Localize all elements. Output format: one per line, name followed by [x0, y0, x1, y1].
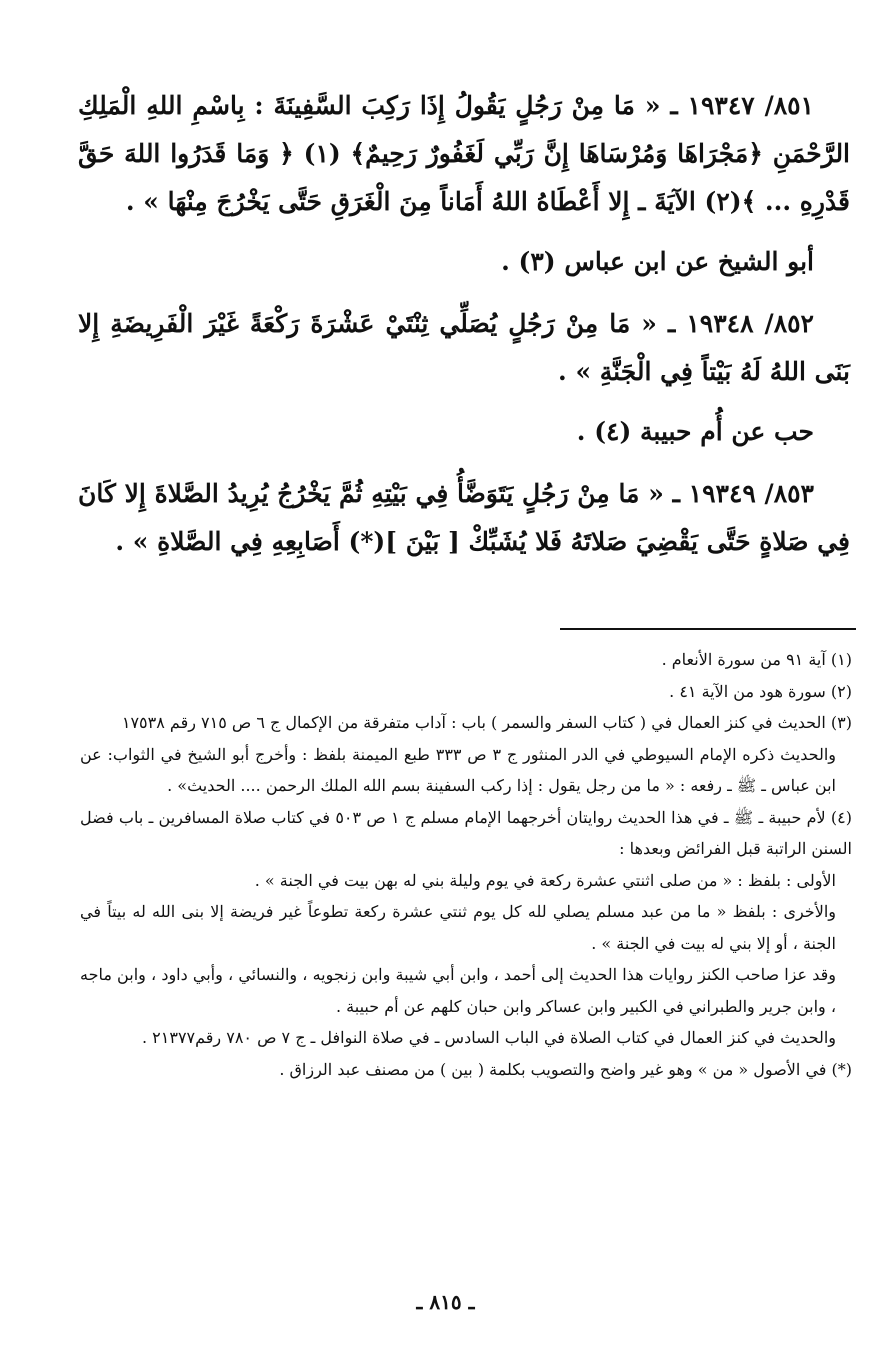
footnote-4: (٤) لأم حبيبة ـ ﷺ ـ في هذا الحديث روايتان أخرجهما الإمام مسلم ج ١ ص ٥٠٣ في كتاب صلاة المسافرين ـ باب فضل السنن الراتبة قبل الفرائض وبعدها : — [80, 807, 853, 858]
page-number: ـ ٨١٥ ـ — [416, 1290, 475, 1314]
hadith-852: ٨٥٢/ ١٩٣٤٨ ـ « مَا مِنْ رَجُلٍ يُصَلِّي ثِنْتَيْ عَشْرَةَ رَكْعَةً غَيْرَ الْفَرِيضَةِ إِلا بَنَى اللهُ لَهُ بَيْتاً فِي الْجَنَّةِ » . — [78, 309, 850, 386]
footnote-4-second-narration: والأخرى : بلفظ « ما من عبد مسلم يصلي لله كل يوم ثنتي عشرة ركعة تطوعاً غير فريضة إلا بنى الله له بيتاً في الجنة ، أو إلا بني له بيت في الجنة » . — [80, 902, 836, 953]
main-text-block — [78, 82, 850, 566]
footnote-1: (١) آية ٩١ من سورة الأنعام . — [661, 650, 852, 669]
footnote-divider — [560, 628, 856, 630]
footnote-4-attribution: وقد عزا صاحب الكنز روايات هذا الحديث إلى أحمد ، وابن أبي شيبة وابن زنجويه ، والنسائي ، وأبي داود ، وابن ماجه ، وابن جرير والطبراني في الكبير وابن عساكر وابن حبان كلهم عن أم حبيبة . — [80, 965, 836, 1016]
hadith-851-source: أبو الشيخ عن ابن عباس (٣) . — [501, 247, 814, 276]
footnote-2: (٢) سورة هود من الآية ٤١ . — [669, 681, 852, 701]
hadith-851: ٨٥١/ ١٩٣٤٧ ـ « مَا مِنْ رَجُلٍ يَقُولُ إِذَا رَكِبَ السَّفِينَةَ : بِاسْمِ اللهِ الْمَلِكِ الرَّحْمَنِ ﴿مَجْرَاهَا وَمُرْسَاهَا إِنَّ رَبِّي لَغَفُورٌ رَحِيمٌ﴾ (١) ﴿ وَمَا قَدَرُوا اللهَ حَقَّ قَدْرِهِ ... ﴾(٢) الآيَةَ ـ إِلا أَعْطَاهُ اللهُ أَمَاناً مِنَ الْغَرَقِ حَتَّى يَخْرُجَ مِنْهَا » . — [78, 91, 851, 216]
hadith-852-source: حب عن أُم حبيبة (٤) . — [576, 417, 814, 446]
footnote-4-kanz-reference: والحديث في كنز العمال في كتاب الصلاة في الباب السادس ـ في صلاة النوافل ـ ج ٧ ص ٧٨٠ رقم٢١٣٧٧ . — [141, 1028, 836, 1047]
hadith-853: ٨٥٣/ ١٩٣٤٩ ـ « مَا مِنْ رَجُلٍ يَتَوَضَّأُ فِي بَيْتِهِ ثُمَّ يَخْرُجُ يُرِيدُ الصَّلاةَ إِلا كَانَ فِي صَلاةٍ حَتَّى يَقْضِيَ صَلاتَهُ فَلا يُشَبِّكْ [ بَيْنَ ](*) أَصَابِعِهِ فِي الصَّلاةِ » . — [78, 479, 850, 556]
footnote-asterisk: (*) في الأصول « من » وهو غير واضح والتصويب بكلمة ( بين ) من مصنف عبد الرزاق . — [279, 1059, 852, 1079]
footnote-4-first-narration: الأولى : بلفظ : « من صلى اثنتي عشرة ركعة في يوم وليلة بني له بهن بيت في الجنة » . — [254, 870, 836, 890]
footnote-3: (٣) الحديث في كنز العمال في ( كتاب السفر والسمر ) باب : آداب متفرقة من الإكمال ج ٦ ص ٧١٥ رقم ١٧٥٣٨ — [121, 713, 852, 732]
footnote-3-continued: والحديث ذكره الإمام السيوطي في الدر المنثور ج ٣ ص ٣٣٣ طبع الميمنة بلفظ : وأخرج أبو الشيخ في الثواب: عن ابن عباس ـ ﷺ ـ رفعه : « ما من رجل يقول : إذا ركب السفينة بسم الله الملك الرحمن .... الحديث» . — [80, 744, 836, 795]
footnotes-block — [80, 644, 852, 1085]
